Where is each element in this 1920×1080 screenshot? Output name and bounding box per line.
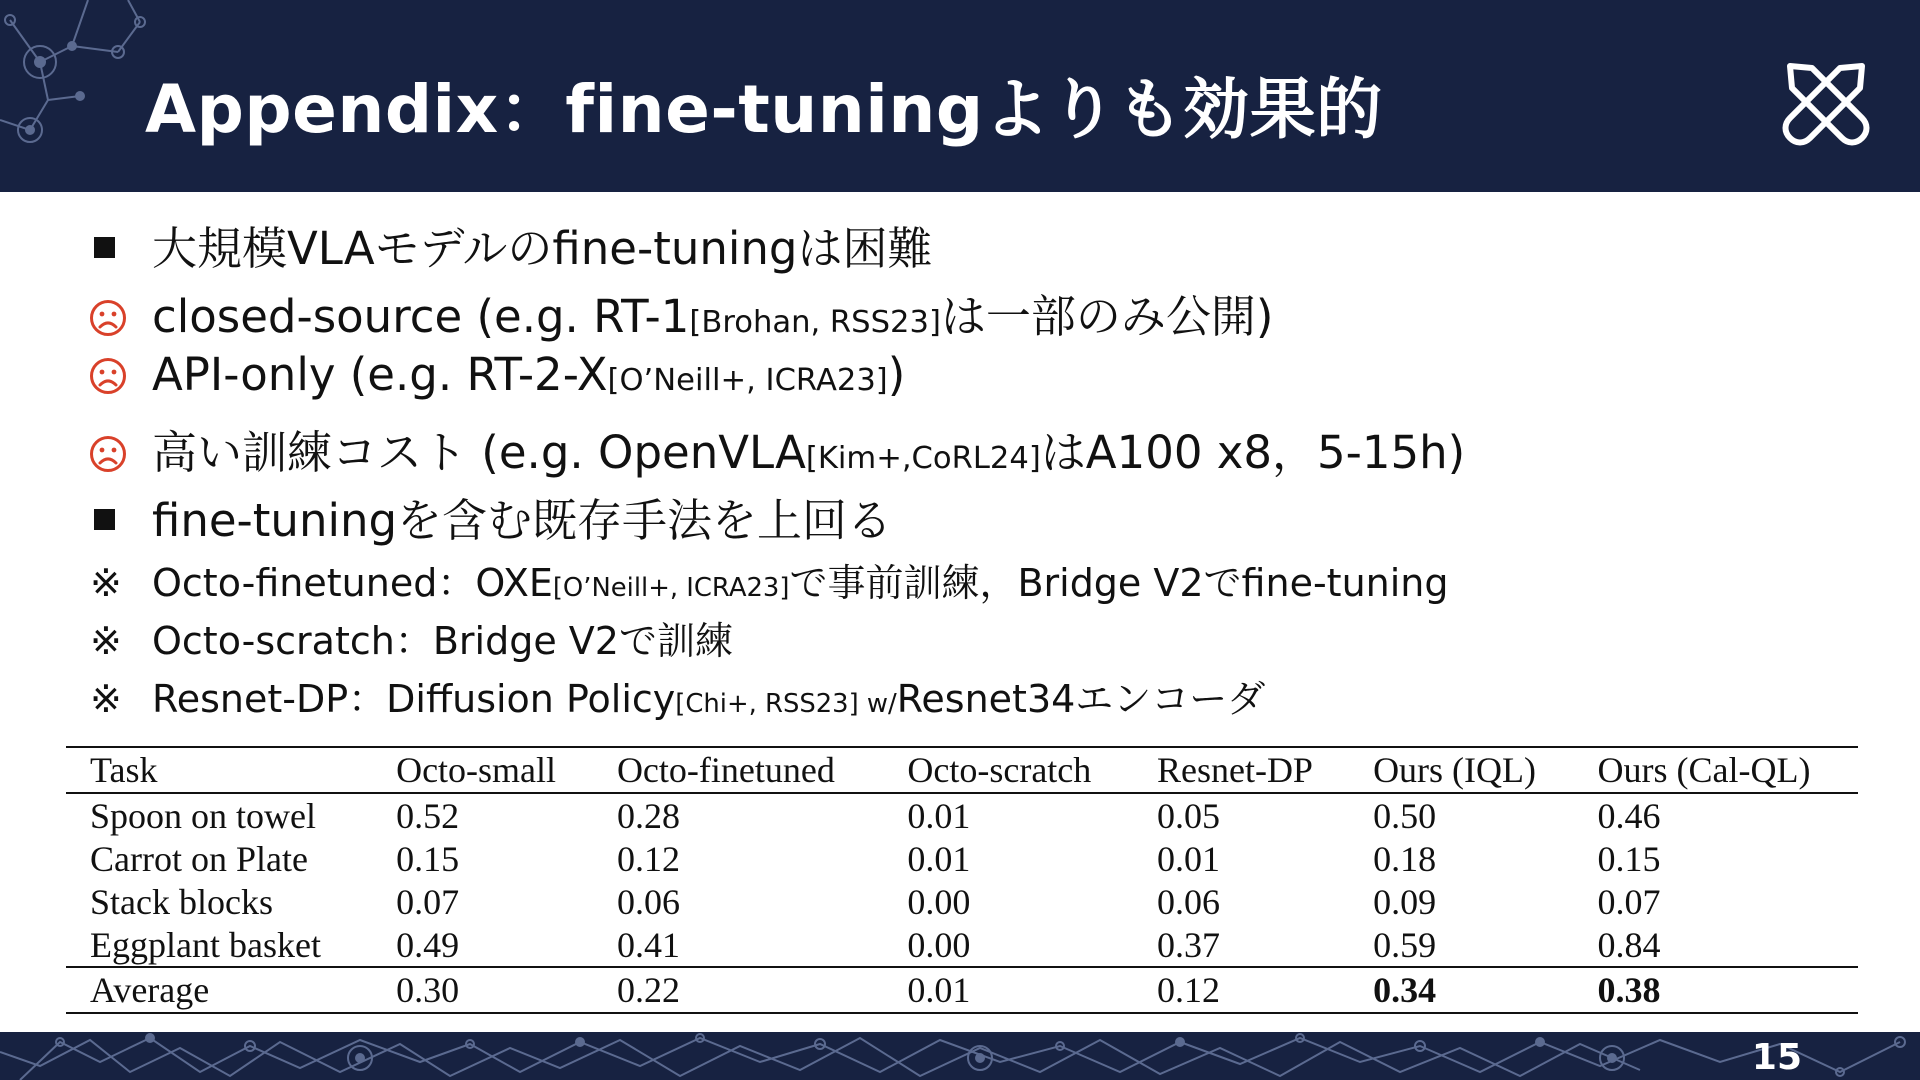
note-mark: ※ (90, 561, 122, 605)
table-cell: 0.30 (396, 970, 460, 1010)
table-cell: 0.28 (616, 795, 680, 836)
table-row (66, 923, 1858, 967)
results-table (66, 746, 1858, 1014)
bullet-text: 大規模VLAモデルのfine-tuningは困難 (152, 222, 933, 275)
frown-face-icon (88, 298, 128, 338)
table-cell: 0.49 (396, 924, 460, 965)
frown-face-icon (88, 434, 128, 474)
column-header: Octo-scratch (907, 750, 1092, 790)
table-cell: Average (90, 970, 210, 1010)
table-cell: 0.46 (1597, 795, 1661, 836)
table-cell: Spoon on towel (90, 795, 317, 836)
column-header: Octo-finetuned (616, 750, 835, 790)
square-bullet-icon (94, 237, 115, 258)
footer-bar (0, 1032, 1920, 1080)
note-item (90, 668, 1890, 726)
note-text: Resnet-DP：Diffusion Policy (152, 677, 676, 721)
table-cell: 0.06 (616, 881, 680, 922)
table-cell: 0.50 (1373, 795, 1437, 836)
bullet-text: fine-tuningを含む既存手法を上回る (152, 494, 893, 547)
note-tail: Resnet34エンコーダ (896, 677, 1266, 721)
table-average-row (66, 967, 1858, 1013)
table-cell: 0.15 (1597, 838, 1661, 879)
square-bullet-icon (94, 509, 115, 530)
crossed-tools-logo-icon (1782, 58, 1870, 146)
bullet-item (90, 280, 1890, 348)
citation: [O’Neill+, ICRA23] (552, 573, 790, 603)
note-text: Octo-scratch：Bridge V2で訓練 (152, 619, 733, 663)
note-text: Octo-finetuned：OXE (152, 561, 553, 605)
note-tail: で事前訓練，Bridge V2でfine-tuning (789, 561, 1449, 605)
header-bar (0, 0, 1920, 192)
note-item (90, 610, 1890, 668)
bullet-item (90, 484, 1890, 552)
citation: [Brohan, RSS23] (689, 305, 941, 340)
table-cell: 0.09 (1373, 881, 1437, 922)
citation: [Kim+,CoRL24] (805, 441, 1041, 476)
table-cell: 0.00 (907, 881, 971, 922)
table-cell: 0.06 (1156, 881, 1220, 922)
table-cell: 0.12 (1156, 970, 1220, 1010)
table-cell: 0.07 (396, 881, 460, 922)
table-cell: 0.01 (907, 838, 971, 879)
bullet-item (90, 348, 1890, 416)
note-item (90, 552, 1890, 610)
table-cell: 0.01 (1156, 838, 1220, 879)
bullet-item (90, 212, 1890, 280)
table-cell-best: 0.38 (1597, 970, 1661, 1010)
table-cell: 0.18 (1373, 838, 1437, 879)
citation: [Chi+, RSS23] w/ (675, 689, 897, 719)
bullet-item (90, 416, 1890, 484)
table-cell: 0.01 (907, 795, 971, 836)
note-mark: ※ (90, 677, 122, 721)
table-cell: 0.05 (1156, 795, 1220, 836)
bullet-tail: は一部のみ公開) (940, 290, 1274, 343)
table-cell: 0.84 (1597, 924, 1661, 965)
page-number: 15 (1751, 1037, 1802, 1078)
table-cell: 0.00 (907, 924, 971, 965)
table-row (66, 880, 1858, 923)
table-cell: 0.12 (616, 838, 680, 879)
bullet-text: closed-source (e.g. RT-1 (152, 290, 690, 343)
column-header: Ours (IQL) (1373, 750, 1537, 790)
note-mark: ※ (90, 619, 122, 663)
column-header: Ours (Cal-QL) (1597, 750, 1811, 790)
table-cell: 0.59 (1373, 924, 1437, 965)
column-header: Octo-small (396, 750, 557, 790)
table-cell: Carrot on Plate (90, 838, 308, 879)
table-cell: 0.01 (907, 970, 971, 1010)
citation: [O’Neill+, ICRA23] (607, 363, 888, 398)
table-cell: 0.52 (396, 795, 460, 836)
table-header-row (66, 747, 1858, 793)
network-decoration-icon (0, 1032, 1920, 1080)
column-header: Resnet-DP (1156, 750, 1313, 790)
bullet-tail: はA100 x8，5-15h) (1040, 426, 1466, 479)
bullet-text: 高い訓練コスト (e.g. OpenVLA (152, 426, 806, 479)
table-cell-best: 0.34 (1373, 970, 1437, 1010)
page-title: Appendix：fine-tuningよりも効果的 (145, 71, 1383, 148)
table-cell: 0.22 (616, 970, 680, 1010)
column-header: Task (90, 750, 158, 790)
frown-face-icon (88, 356, 128, 396)
table-cell: 0.37 (1156, 924, 1220, 965)
table-cell: Eggplant basket (90, 924, 321, 965)
bullet-tail: ) (887, 348, 906, 401)
table-row (66, 837, 1858, 880)
table-cell: Stack blocks (90, 881, 273, 922)
content-area (90, 212, 1890, 726)
table-cell: 0.41 (616, 924, 680, 965)
table-cell: 0.15 (396, 838, 460, 879)
table-row (66, 793, 1858, 837)
table-cell: 0.07 (1597, 881, 1661, 922)
bullet-text: API-only (e.g. RT-2-X (152, 348, 608, 401)
